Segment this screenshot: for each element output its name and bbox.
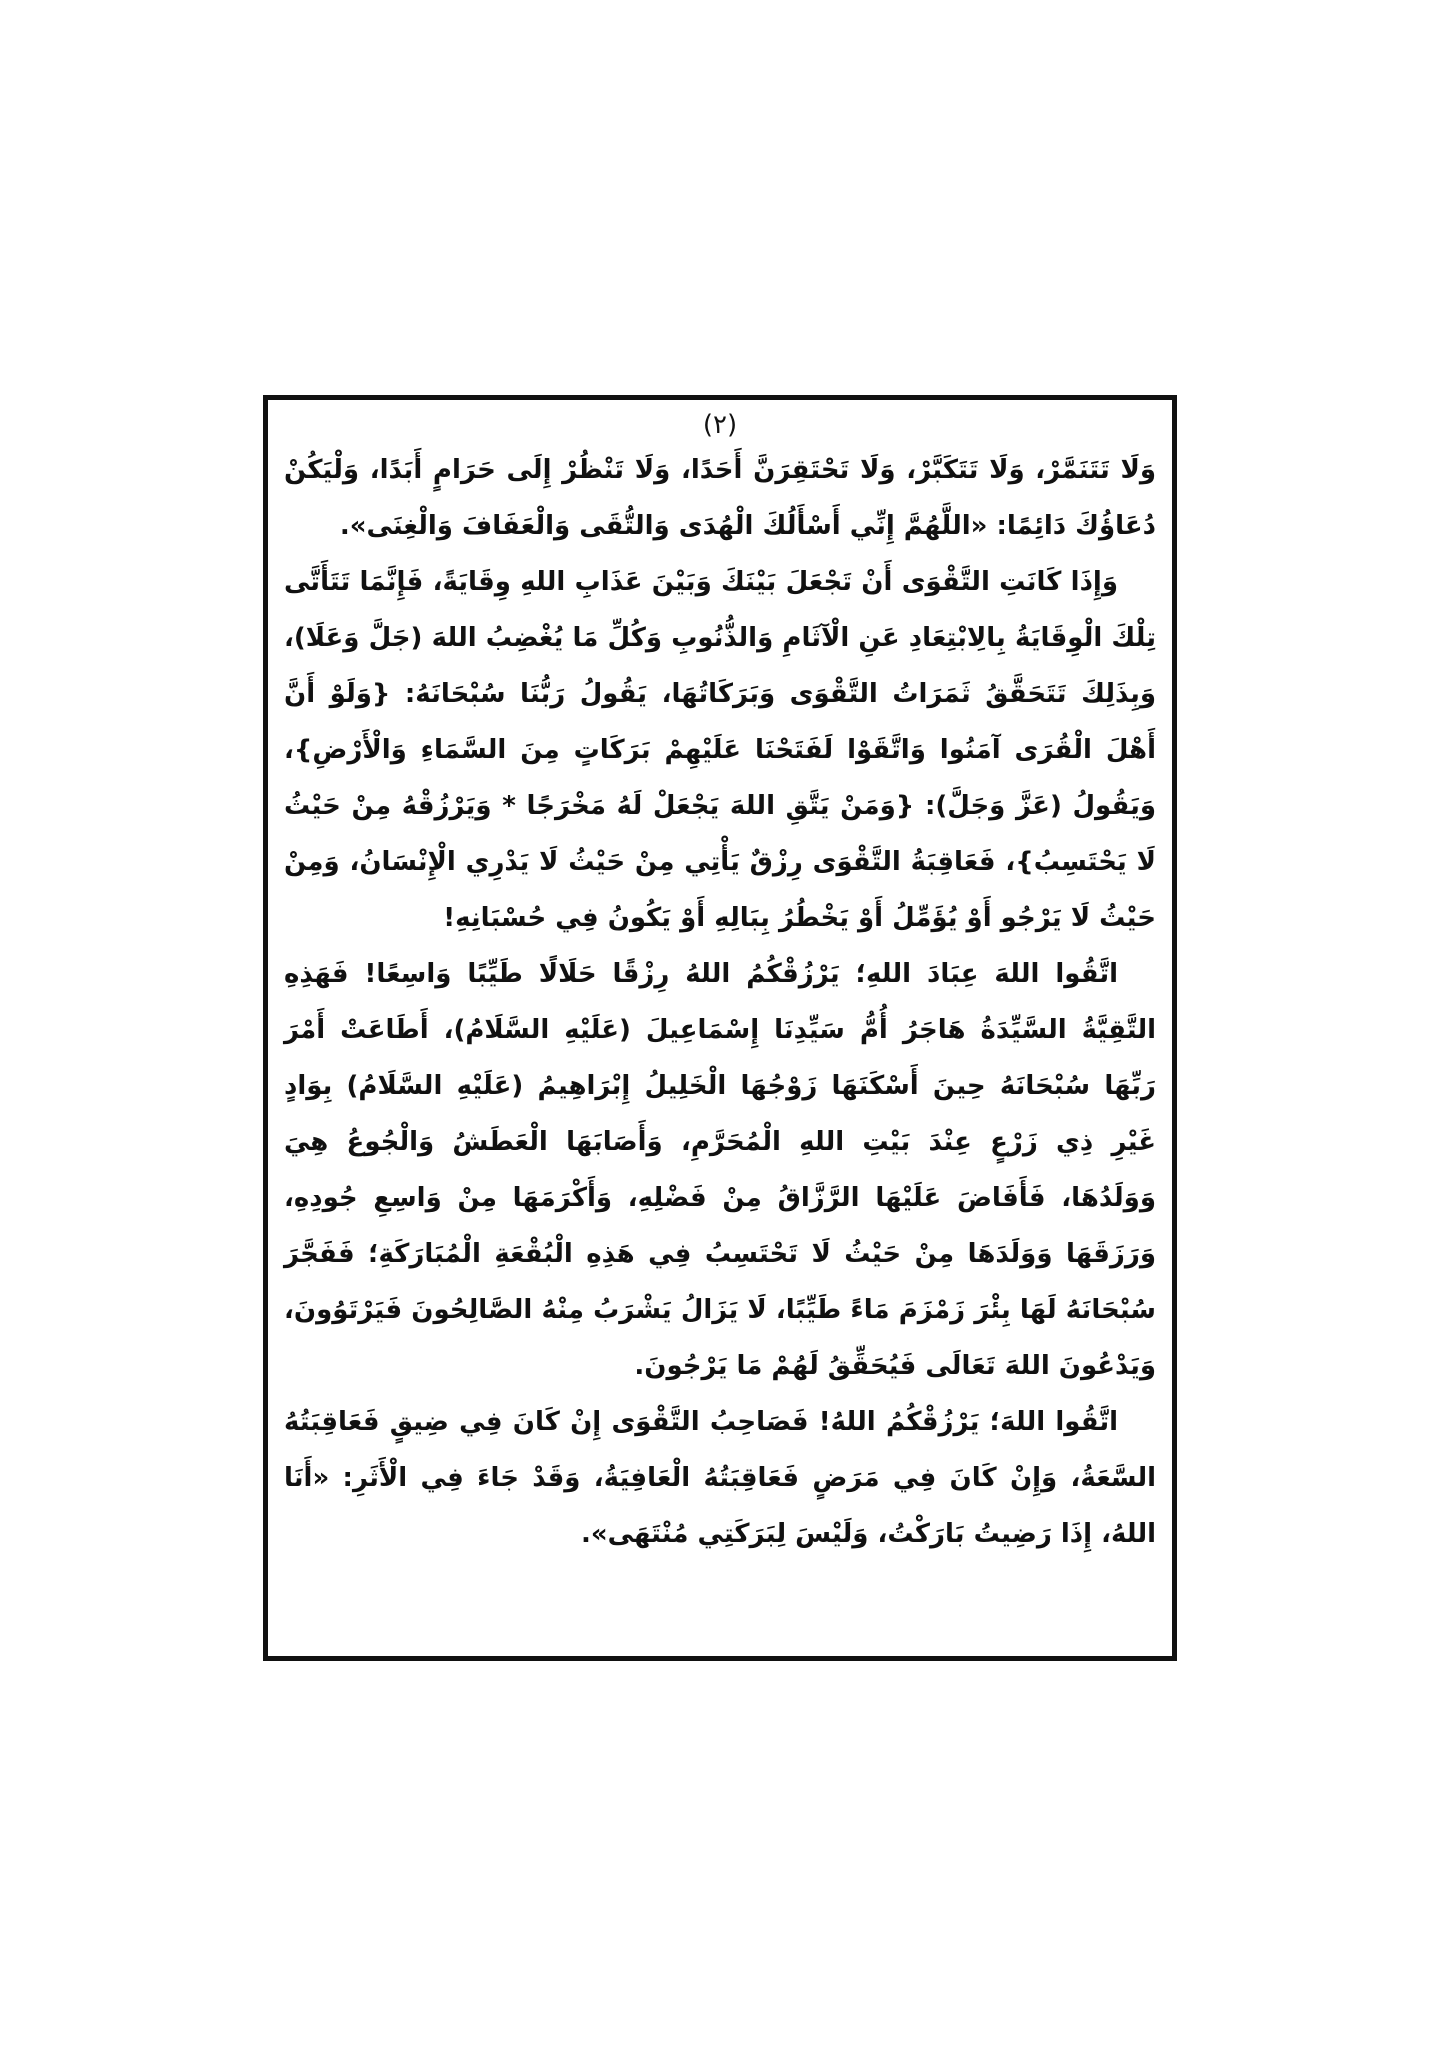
page-frame — [263, 395, 1177, 1661]
paragraph: اتَّقُوا اللهَ؛ يَرْزُقْكُمُ اللهُ! فَصَاحِبُ التَّقْوَى إِنْ كَانَ فِي ضِيقٍ فَعَاقِبَتُهُ السَّعَةُ، وَإِنْ كَانَ فِي مَرَضٍ فَعَاقِبَتُهُ الْعَافِيَةُ، وَقَدْ جَاءَ فِي الْأَثَرِ: «أَنَا اللهُ، إِذَا رَضِيتُ بَارَكْتُ، وَلَيْسَ لِبَرَكَتِي مُنْتَهَى». — [284, 1407, 1156, 1549]
page-number: (٢) — [702, 410, 738, 440]
paragraph: اتَّقُوا اللهَ عِبَادَ اللهِ؛ يَرْزُقْكُمُ اللهُ رِزْقًا حَلَالًا طَيِّبًا وَاسِعًا! فَهَذِهِ التَّقِيَّةُ السَّيِّدَةُ هَاجَرُ أُمُّ سَيِّدِنَا إِسْمَاعِيلَ (عَلَيْهِ السَّلَامُ)، أَطَاعَتْ أَمْرَ رَبِّهَا سُبْحَانَهُ حِينَ أَسْكَنَهَا زَوْجُهَا الْخَلِيلُ إِبْرَاهِيمُ (عَلَيْهِ السَّلَامُ) بِوَادٍ غَيْرِ ذِي زَرْعٍ عِنْدَ بَيْتِ اللهِ الْمُحَرَّمِ، وَأَصَابَهَا الْعَطَشُ وَالْجُوعُ هِيَ وَوَلَدُهَا، فَأَفَاضَ عَلَيْهَا الرَّزَّاقُ مِنْ فَضْلِهِ، وَأَكْرَمَهَا مِنْ وَاسِعِ جُودِهِ، وَرَزَقَهَا وَوَلَدَهَا مِنْ حَيْثُ لَا تَحْتَسِبُ فِي هَذِهِ الْبُقْعَةِ الْمُبَارَكَةِ؛ فَفَجَّرَ سُبْحَانَهُ لَهَا بِئْرَ زَمْزَمَ مَاءً طَيِّبًا، لَا يَزَالُ يَشْرَبُ مِنْهُ الصَّالِحُونَ فَيَرْتَوُونَ، وَيَدْعُونَ اللهَ تَعَالَى فَيُحَقِّقُ لَهُمْ مَا يَرْجُونَ. — [284, 959, 1156, 1381]
sermon-text — [284, 442, 1156, 1562]
paragraph: وَإِذَا كَانَتِ التَّقْوَى أَنْ تَجْعَلَ بَيْنَكَ وَبَيْنَ عَذَابِ اللهِ وِقَايَةً، فَإِنَّمَا تَتَأَتَّى تِلْكَ الْوِقَايَةُ بِالِابْتِعَادِ عَنِ الْآثَامِ وَالذُّنُوبِ وَكُلِّ مَا يُغْضِبُ اللهَ (جَلَّ وَعَلَا)، وَبِذَلِكَ تَتَحَقَّقُ ثَمَرَاتُ التَّقْوَى وَبَرَكَاتُهَا، يَقُولُ رَبُّنَا سُبْحَانَهُ: {وَلَوْ أَنَّ أَهْلَ الْقُرَى آمَنُوا وَاتَّقَوْا لَفَتَحْنَا عَلَيْهِمْ بَرَكَاتٍ مِنَ السَّمَاءِ وَالْأَرْضِ}، وَيَقُولُ (عَزَّ وَجَلَّ): {وَمَنْ يَتَّقِ اللهَ يَجْعَلْ لَهُ مَخْرَجًا * وَيَرْزُقْهُ مِنْ حَيْثُ لَا يَحْتَسِبُ}، فَعَاقِبَةُ التَّقْوَى رِزْقٌ يَأْتِي مِنْ حَيْثُ لَا يَدْرِي الْإِنْسَانُ، وَمِنْ حَيْثُ لَا يَرْجُو أَوْ يُؤَمِّلُ أَوْ يَخْطُرُ بِبَالِهِ أَوْ يَكُونُ فِي حُسْبَانِهِ! — [284, 567, 1156, 933]
paragraph: وَلَا تَتَنَمَّرْ، وَلَا تَتَكَبَّرْ، وَلَا تَحْتَقِرَنَّ أَحَدًا، وَلَا تَنْظُرْ إِلَى حَرَامٍ أَبَدًا، وَلْيَكُنْ دُعَاؤُكَ دَائِمًا: «اللَّهُمَّ إِنِّي أَسْأَلُكَ الْهُدَى وَالتُّقَى وَالْعَفَافَ وَالْغِنَى». — [284, 455, 1156, 541]
